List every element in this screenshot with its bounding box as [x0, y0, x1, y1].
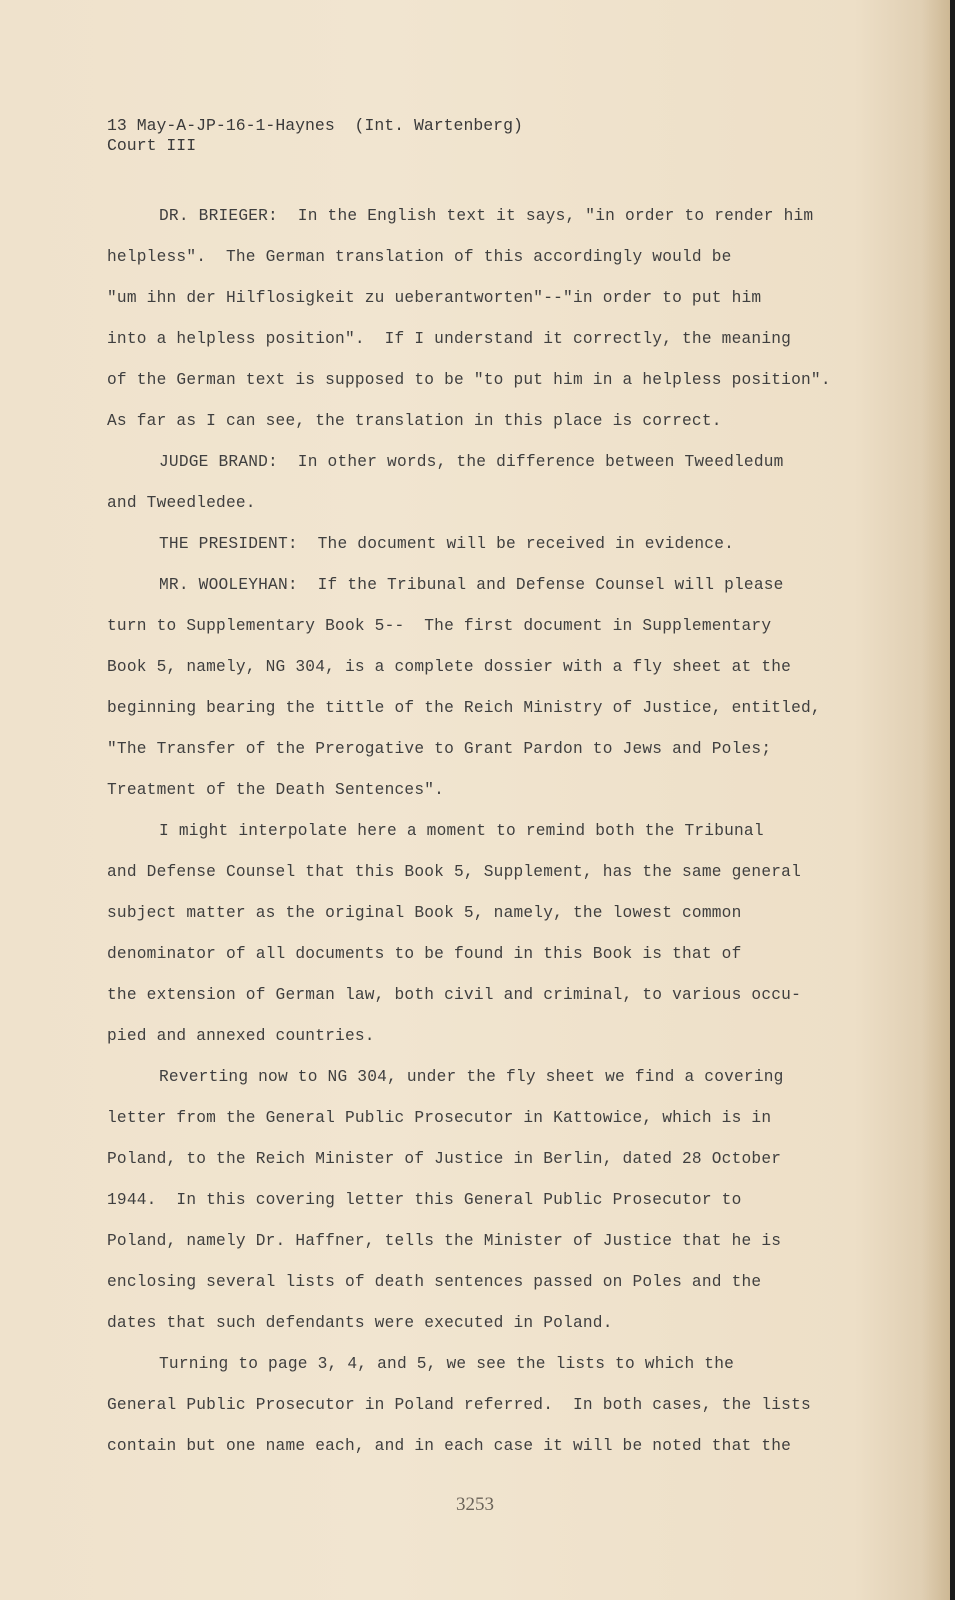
text-line: "The Transfer of the Prerogative to Grant Pardon to Jews and Poles;	[107, 740, 772, 758]
text-line: DR. BRIEGER: In the English text it says, "in order to render him	[159, 207, 814, 225]
text-line: Book 5, namely, NG 304, is a complete dossier with a fly sheet at the	[107, 658, 792, 676]
paragraph-reverting	[107, 1057, 847, 1344]
document-header	[107, 116, 523, 156]
paragraph-wooleyhan	[107, 565, 847, 811]
text-line: Poland, to the Reich Minister of Justice in Berlin, dated 28 October	[107, 1150, 782, 1168]
page-number: 3253	[456, 1494, 494, 1515]
text-line: subject matter as the original Book 5, namely, the lowest common	[107, 904, 742, 922]
text-line: JUDGE BRAND: In other words, the difference between Tweedledum	[159, 453, 784, 471]
text-line: enclosing several lists of death sentences passed on Poles and the	[107, 1273, 762, 1291]
text-line: of the German text is supposed to be "to put him in a helpless position".	[107, 371, 831, 389]
paragraph-turning	[107, 1344, 847, 1467]
header-reference-line: 13 May-A-JP-16-1-Haynes (Int. Wartenberg)	[107, 116, 523, 135]
text-line: 1944. In this covering letter this General Public Prosecutor to	[107, 1191, 742, 1209]
text-line: helpless". The German translation of this accordingly would be	[107, 248, 732, 266]
text-line: I might interpolate here a moment to remind both the Tribunal	[159, 822, 764, 840]
text-line: "um ihn der Hilflosigkeit zu ueberantworten"--"in order to put him	[107, 289, 762, 307]
paragraph-interpolate	[107, 811, 847, 1057]
text-line: turn to Supplementary Book 5-- The first document in Supplementary	[107, 617, 772, 635]
text-line: MR. WOOLEYHAN: If the Tribunal and Defense Counsel will please	[159, 576, 784, 594]
header-court-line: Court III	[107, 136, 197, 155]
paragraph-president	[107, 524, 847, 565]
text-line: pied and annexed countries.	[107, 1027, 375, 1045]
text-line: into a helpless position". If I understand it correctly, the meaning	[107, 330, 792, 348]
text-line: dates that such defendants were executed in Poland.	[107, 1314, 613, 1332]
paragraph-brieger	[107, 196, 847, 442]
text-line: contain but one name each, and in each case it will be noted that the	[107, 1437, 792, 1455]
text-line: Treatment of the Death Sentences".	[107, 781, 445, 799]
text-line: General Public Prosecutor in Poland referred. In both cases, the lists	[107, 1396, 811, 1414]
text-line: and Defense Counsel that this Book 5, Supplement, has the same general	[107, 863, 801, 881]
text-line: the extension of German law, both civil and criminal, to various occu-	[107, 986, 801, 1004]
text-line: letter from the General Public Prosecutor in Kattowice, which is in	[107, 1109, 772, 1127]
text-line: Poland, namely Dr. Haffner, tells the Minister of Justice that he is	[107, 1232, 782, 1250]
text-line: Reverting now to NG 304, under the fly sheet we find a covering	[159, 1068, 784, 1086]
text-line: Turning to page 3, 4, and 5, we see the lists to which the	[159, 1355, 735, 1373]
text-line: THE PRESIDENT: The document will be received in evidence.	[159, 535, 735, 553]
transcript-body	[107, 196, 847, 1467]
text-line: denominator of all documents to be found in this Book is that of	[107, 945, 742, 963]
text-line: As far as I can see, the translation in this place is correct.	[107, 412, 722, 430]
text-line: and Tweedledee.	[107, 494, 256, 512]
paragraph-judge-brand	[107, 442, 847, 524]
text-line: beginning bearing the tittle of the Reich Ministry of Justice, entitled,	[107, 699, 821, 717]
